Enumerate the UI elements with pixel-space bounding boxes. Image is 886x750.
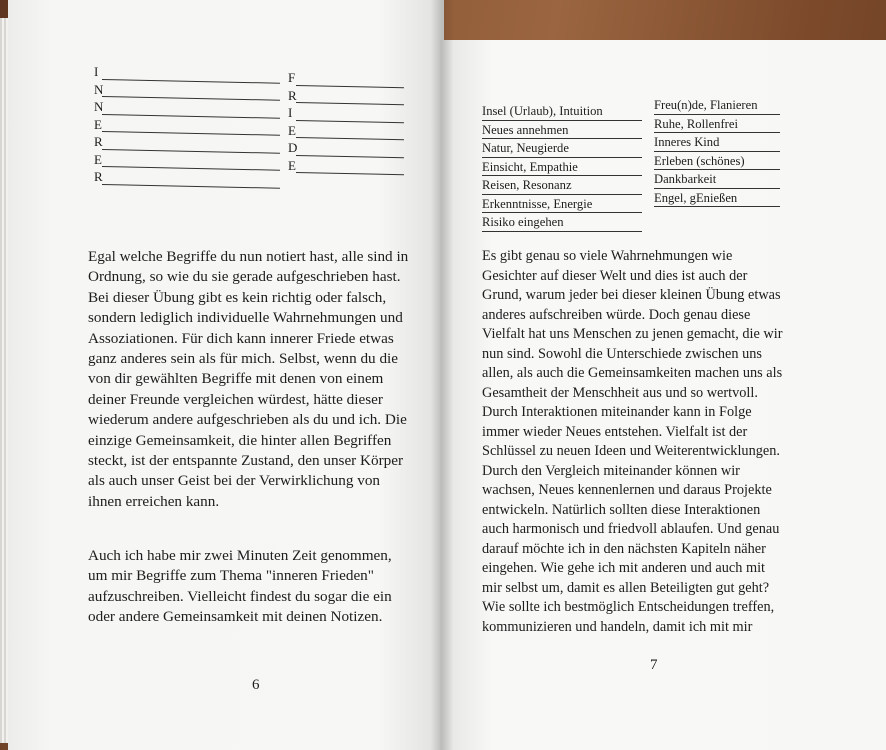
acrostic-row xyxy=(94,64,104,82)
text-line: Schlüssel zu neuen Ideen und Weiterentwicklungen. xyxy=(482,443,780,459)
page-number: 6 xyxy=(252,677,260,693)
text-line: wiederum andere aufgeschrieben als du und ich. Die xyxy=(88,411,407,429)
acrostic-letter: R xyxy=(94,169,103,184)
acrostic-letter: F xyxy=(288,70,296,85)
text-line: sondern lediglich individuelle Wahrnehmungen und xyxy=(88,309,403,327)
text-line: nun sind. Sowohl die Unterschiede zwischen uns xyxy=(482,345,762,362)
list-item: Ruhe, Rollenfrei xyxy=(654,117,758,136)
text-line: Grund, warum jeder bei dieser kleinen Übung etwas xyxy=(482,287,781,303)
list-item: Inneres Kind xyxy=(654,135,758,154)
acrostic-row xyxy=(94,117,104,135)
book-gutter xyxy=(430,0,454,750)
text-line: Auch ich habe mir zwei Minuten Zeit genommen, xyxy=(88,547,392,564)
text-line: um mir Begriffe zum Thema "inneren Frieden" xyxy=(88,567,374,585)
text-line: ganz anderes sein als für mich. Selbst, wenn du die xyxy=(88,350,398,368)
text-line: steckt, ist der entspannte Zustand, den unser Körper xyxy=(88,452,404,470)
text-line: mir selbst um, damit es allen Beteiligten gut geht? xyxy=(482,579,770,596)
left-paragraph-1 xyxy=(88,247,422,512)
text-line: Wie sollte ich bestmöglich Entscheidungen treffen, xyxy=(482,599,775,615)
left-page xyxy=(8,0,444,750)
acrostic-letter: N xyxy=(94,99,104,114)
acrostic-letter: I xyxy=(94,64,99,79)
acrostic-row xyxy=(288,123,298,141)
acrostic-letter: N xyxy=(94,81,104,97)
text-line: Egal welche Begriffe du nun notiert hast, alle sind in xyxy=(88,248,409,265)
text-line: kommunizieren und handeln, damit ich mit mir xyxy=(482,618,753,635)
text-line: Es gibt genau so viele Wahrnehmungen wie xyxy=(482,248,733,264)
list-item: Freu(n)de, Flanieren xyxy=(654,98,758,117)
text-line: allen, als auch die Gemeinsamkeiten machen uns als xyxy=(482,365,783,381)
acrostic-row xyxy=(94,99,104,117)
acrostic-row xyxy=(288,88,298,106)
acrostic-innere xyxy=(94,64,104,187)
list-item: Insel (Urlaub), Intuition xyxy=(482,104,603,123)
left-paragraph-2 xyxy=(88,546,422,628)
acrostic-letter: R xyxy=(288,87,297,103)
text-line: aufzuschreiben. Vielleicht findest du sogar die ein xyxy=(88,587,392,605)
text-line: Bei dieser Übung gibt es kein richtig oder falsch, xyxy=(88,288,387,306)
list-item: Natur, Neugierde xyxy=(482,141,603,160)
page-number: 7 xyxy=(650,657,658,673)
wordlist-friede xyxy=(654,98,758,209)
acrostic-letter: E xyxy=(94,151,102,167)
list-item: Dankbarkeit xyxy=(654,172,758,191)
text-line: eingehen. Wie gehe ich mit anderen und auch mit xyxy=(482,560,766,576)
text-line: Vielfalt hat uns Menschen zu jenen gemacht, die wir xyxy=(482,326,783,342)
acrostic-friede xyxy=(288,70,298,175)
acrostic-row xyxy=(288,105,298,123)
list-item: Einsicht, Empathie xyxy=(482,160,603,179)
text-line: oder andere Gemeinsamkeit mit deinen Notizen. xyxy=(88,608,383,626)
right-page xyxy=(440,40,886,750)
text-line: entwickeln. Natürlich sollten diese Interaktionen xyxy=(482,501,761,518)
wordlist-innere xyxy=(482,104,603,234)
acrostic-row xyxy=(288,158,298,176)
text-line: Durch den Vergleich miteinander können wir xyxy=(482,462,740,479)
list-item: Erkenntnisse, Energie xyxy=(482,197,603,216)
acrostic-letter: E xyxy=(288,122,296,138)
acrostic-letter: I xyxy=(288,105,293,120)
text-line: anderes aufschreiben würde. Doch genau diese xyxy=(482,306,751,323)
text-line: einzige Gemeinsamkeit, die hinter allen Begriffen xyxy=(88,431,392,449)
text-line: darauf möchte ich in den nächsten Kapiteln näher xyxy=(482,540,766,557)
acrostic-row xyxy=(94,152,104,170)
acrostic-row xyxy=(288,140,298,158)
text-line: Gesamtheit der Menschheit aus und so wertvoll. xyxy=(482,384,758,401)
list-item: Engel, gEnießen xyxy=(654,191,758,210)
text-line: wachsen, Neues kennenlernen und daraus Projekte xyxy=(482,482,772,498)
acrostic-letter: E xyxy=(288,157,296,173)
text-line: Assoziationen. Für dich kann innerer Friede etwas xyxy=(88,329,394,347)
right-paragraph xyxy=(482,247,834,637)
text-line: Durch Interaktionen miteinander kann in Folge xyxy=(482,404,752,420)
text-line: von dir gewählten Begriffe mit denen von einem xyxy=(88,370,384,388)
acrostic-row xyxy=(94,82,104,100)
acrostic-letter: D xyxy=(288,140,298,155)
text-line: als auch unser Geist bei der Verwirklichung von xyxy=(88,472,381,490)
acrostic-row xyxy=(94,169,104,187)
text-line: ihnen erreichen kann. xyxy=(88,492,220,510)
list-item: Erleben (schönes) xyxy=(654,154,758,173)
list-item: Reisen, Resonanz xyxy=(482,178,603,197)
text-line: Gesichter auf dieser Welt und dies ist auch der xyxy=(482,267,748,284)
acrostic-row xyxy=(94,134,104,152)
list-item: Neues annehmen xyxy=(482,123,603,142)
acrostic-letter: R xyxy=(94,134,103,149)
text-line: auch harmonisch und friedvoll ablaufen. Und genau xyxy=(482,521,780,537)
text-line: Ordnung, so wie du sie gerade aufgeschrieben hast. xyxy=(88,268,401,286)
acrostic-row xyxy=(288,70,298,88)
text-line: deiner Freunde vergleichen würdest, hätte dieser xyxy=(88,390,383,408)
list-item: Risiko eingehen xyxy=(482,215,603,234)
acrostic-letter: E xyxy=(94,116,102,132)
text-line: immer wieder Neues entstehen. Vielfalt ist der xyxy=(482,423,748,440)
